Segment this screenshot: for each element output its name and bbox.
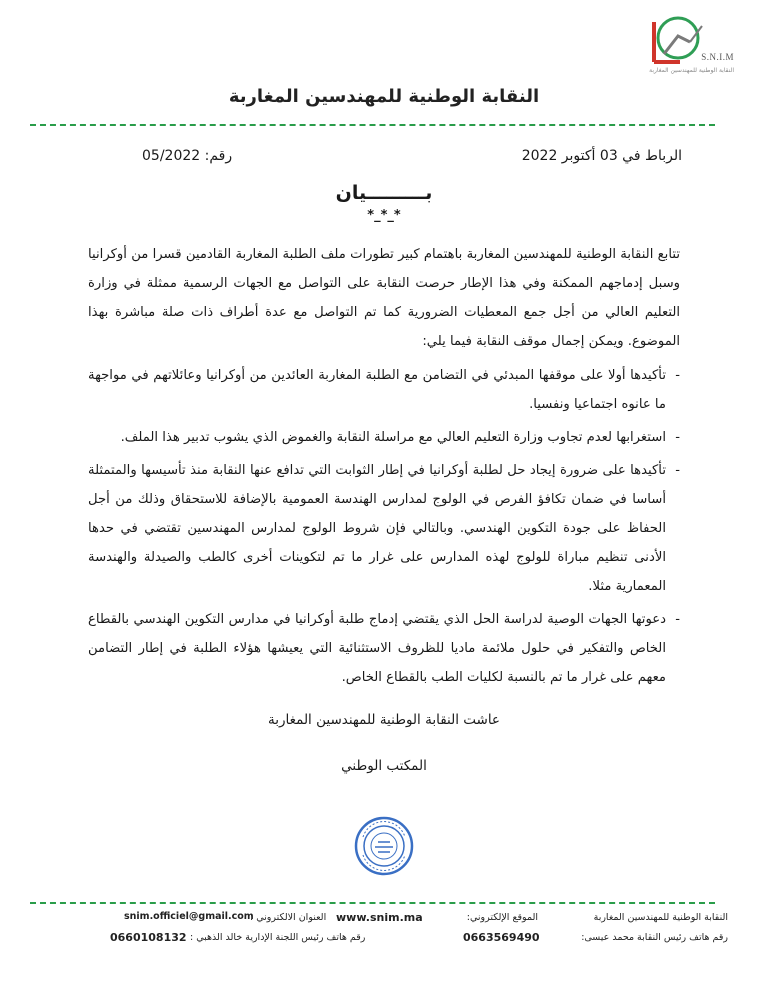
list-item-text: استغرابها لعدم تجاوب وزارة التعليم العالي مع مراسلة النقابة والغموض الذي يشوب تدبير هذا الملف. [120,430,666,445]
meta-row [0,148,768,170]
footer-website-label: الموقع الإلكتروني: [466,912,538,923]
logo-acronym: S.N.I.M [701,52,734,62]
list-item-text: تأكيدها أولا على موقفها المبدئي في التضامن مع الطلبة المغاربة العائدين من أوكرانيا وعائلاتهم في مواجهة ما عانوه اجتماعيا ونفسيا. [88,368,666,412]
statement-title: بـــــــــيان [335,182,433,204]
snim-logo-icon [640,12,736,90]
list-item [88,361,680,419]
list-item [88,456,680,601]
bullet-marker: - [675,430,680,445]
header-divider [30,124,715,126]
logo-subtitle: النقابة الوطنية للمهندسين المغاربة [649,67,734,74]
bullet-marker: - [675,368,680,383]
closing-motto: عاشت النقابة الوطنية للمهندسين المغاربة [268,712,500,728]
bullet-marker: - [675,612,680,627]
letter-reference: رقم: 05/2022 [142,148,233,164]
signatory: المكتب الوطني [341,758,427,774]
statement-body [88,240,680,696]
letter-date: الرباط في 03 أكتوبر 2022 [521,148,682,164]
statement-ornament: *_*_* [367,208,401,223]
list-item-text: دعوتها الجهات الوصية لدراسة الحل الذي يقتضي إدماج طلبة أوكرانيا في مدارس التكوين الهندسي بالقطاع الخاص والتفكير في حلول ملائمة ماديا للظروف الاستثنائية التي يعيشها هؤلاء الطلبة في إطار التضامن معهم على غرار ما تم بالنسبة لكليات الطب بالقطاع الخاص. [88,612,666,685]
footer-committee-phone: 0660108132 [110,931,187,944]
stamp-icon [353,815,415,877]
footer-president-phone-label: رقم هاتف رئيس النقابة محمد عيسى: [581,932,728,943]
footer-president-phone: 0663569490 [463,931,540,944]
footer-email-label: العنوان الالكتروني : [250,912,327,923]
footer-email[interactable]: snim.officiel@gmail.com [124,911,254,922]
list-item [88,605,680,692]
snim-logo [640,12,736,90]
footer-committee-phone-label: رقم هاتف رئيس اللجنة الإدارية خالد الذهبي : [190,932,366,943]
position-list [88,361,680,692]
official-stamp [353,815,415,877]
bullet-marker: - [675,463,680,478]
footer-website[interactable]: www.snim.ma [336,911,423,924]
footer-divider [30,902,715,904]
footer-org-name: النقابة الوطنية للمهندسين المغاربة [593,912,728,923]
intro-paragraph: تتابع النقابة الوطنية للمهندسين المغاربة باهتمام كبير تطورات ملف الطلبة المغاربة القادمين قسرا من أوكرانيا وسبل إدماجهم الممكنة وفي هذا الإطار حرصت النقابة على التواصل مع الجهات الرسمية ممثلة في وزارة التعليم العالي من أجل جمع المعطيات الضرورية كما تم التواصل مع عدة أطراف ذات صلة مباشرة بهذا الموضوع. ويمكن إجمال موقف النقابة فيما يلي: [88,247,680,349]
list-item-text: تأكيدها على ضرورة إيجاد حل لطلبة أوكرانيا في إطار الثوابت التي تدافع عنها النقابة منذ تأسيسها والمتمثلة أساسا في ضمان تكافؤ الفرص في الولوج لمدارس الهندسة العمومية بالإضافة للاستحقاق وذلك من أجل الحفاظ على جودة التكوين الهندسي. وبالتالي فإن شروط الولوج لمدارس المهندسين تقتضي في حدها الأدنى تنظيم مباراة للولوج لهذه المدارس على غرار ما تم لتكوينات أخرى كالطب والصيدلة والهندسة المعمارية مثلا. [88,463,666,594]
list-item [88,423,680,452]
footer [40,910,728,960]
page-title: النقابة الوطنية للمهندسين المغاربة [228,86,540,107]
